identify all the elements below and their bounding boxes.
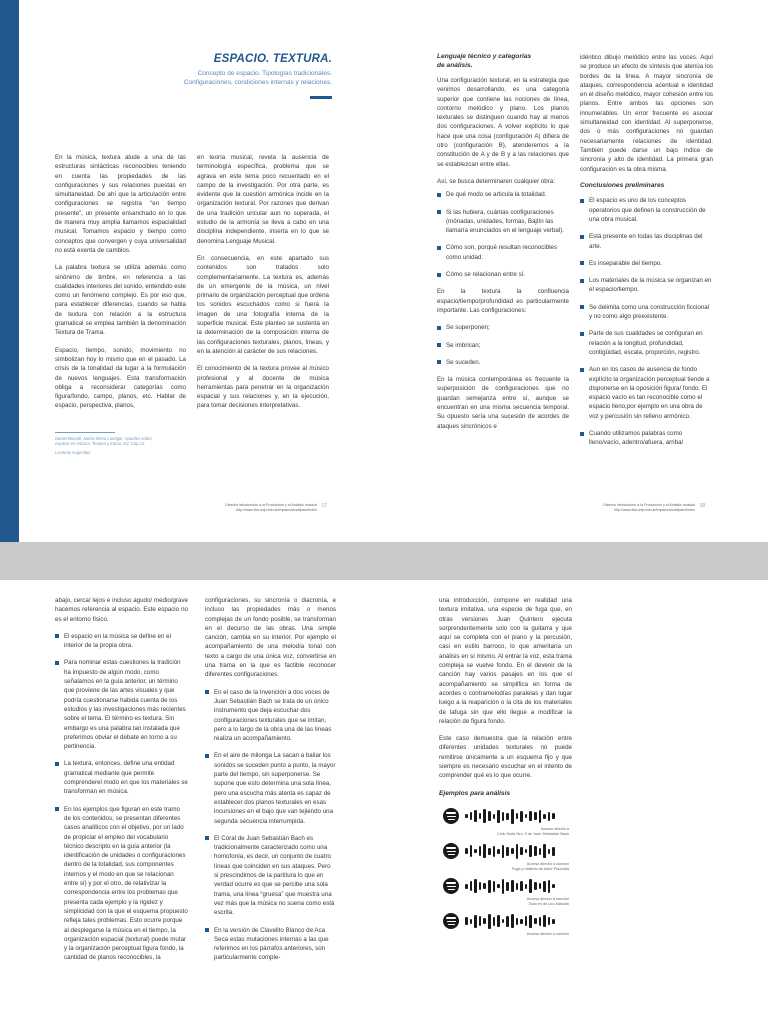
spotify-icon — [443, 913, 459, 929]
paragraph: en teoría musical, revela la ausencia de terminología específica, problema que se agrava en este tema poco recuentado en el campo de la investigación. Por otra parte, es evidente que la cuestión armónica incide en la organización textural. Por razones que derivan de una tradición uricular aun no superada, el estudio de la armonía se lleva a cabo en una disciplina independiente, inserta en lo que se denomina Lenguaje Musical. — [197, 154, 329, 245]
code-bar — [520, 881, 523, 891]
spotify-code-row — [443, 843, 572, 859]
paragraph: Espacio, tiempo, sonido, movimiento no simbolizan hoy lo mismo que en el pasado. La crisis de la tonalidad da lugar a la formulación de nuevos lenguajes. Esta transformación obliga a reconsiderar categorías como figura/fondo, campo, planos, etc. Hablar de espacio, perspectiva, planos, — [55, 346, 186, 410]
code-bar — [539, 883, 542, 889]
column-2 — [205, 596, 336, 971]
list-item: El Coral de Juan Sebastián Bach es tradicionalmente caracterizado como una homofonía, es decir, un conjunto de cuatro líneas que coinciden en sus ataques. Pero si prescindimos de la partitura lo que en verdad ocurre es que se percibe una sola trama, una línea “gruesa” que muestra una vez más que la música no suena como está escrita. — [205, 834, 336, 918]
paragraph: En consecuencia, en este apartado sus contenidos son tratados solo complementariamente. La textura es, además de un emergente de la música, un nivel primario de organización perceptual que ordena los sonidos escuchados como si fuera la imagen de una fotografía interna de la superficie musical. Este planteo se sustenta en la determinación de la composición interna de las configuraciones texturales, planos, líneas, y en la atención al carácter de sus relaciones. — [197, 254, 329, 355]
code-bar — [520, 847, 523, 855]
section-heading: Conclusiones preliminares — [580, 181, 665, 189]
code-bar — [511, 880, 514, 892]
code-bar — [488, 880, 491, 893]
code-bar — [511, 809, 514, 824]
spotify-code-bars — [465, 913, 557, 929]
code-bar — [529, 845, 532, 857]
list-item: Es inseparable del tiempo. — [580, 259, 713, 268]
code-bar — [474, 849, 477, 853]
spotify-caption: Acceso directo a canción — [526, 932, 569, 937]
code-bar — [534, 882, 537, 890]
code-bar — [474, 915, 477, 928]
bullet-list — [55, 632, 188, 963]
code-bar — [470, 881, 473, 891]
spotify-entry-1[interactable] — [439, 808, 572, 837]
code-bar — [502, 919, 505, 923]
paragraph: idéntico dibujo melódico entre las voces. Aquí se produce un efecto de síntesis que atenúa los bordes de la línea. A mayor sincronía de ataques, correspondencia acentual e identidad en el diseño melódico, mayor cohesión entre los planos. Entre ambos las opciones son innumerables. Un error frecuente es asociar simultaneidad con identidad. Al superponerse, dos o más configuraciones no guardan necesariamente relaciones de identidad. También puede darse un bajo índice de sincronía y alto de identidad. La primera gran configuración es la obra misma. — [580, 54, 713, 173]
code-bar — [470, 812, 473, 820]
code-bar — [470, 845, 473, 857]
code-bar — [488, 848, 491, 855]
column-1 — [55, 596, 188, 971]
code-bar — [465, 884, 468, 889]
spotify-code-bars — [465, 808, 557, 824]
list-item: Cómo se relacionan entre sí. — [437, 270, 569, 279]
paragraph: La palabra textura se utiliza además como sinónimo de timbre, en referencia a las cualidades interiores del sonido, entendido este como un fenómeno complejo. Es por eso que, para establecer diferencias, cuando se habla de textura con relación a la estructura gramatical se emplea también la denominación Textura de Trama. — [55, 264, 186, 337]
spotify-caption: Acceso directo a canción Fuga y misterio de Astor Piazzolla — [511, 862, 569, 872]
code-bar — [493, 814, 496, 819]
code-bar — [502, 845, 505, 858]
section-heading: Lenguaje técnico y categorías de análisis. — [437, 53, 532, 69]
code-bar — [520, 919, 523, 924]
code-bar — [548, 812, 551, 821]
column-3 — [439, 596, 572, 943]
spotify-code-bars — [465, 878, 557, 894]
spotify-icon — [443, 843, 459, 859]
code-bar — [516, 883, 519, 890]
footer-right: Cátedra Introducción a la Producción y el Análisis musical http://www.fba.unlp.edu.ar/impamusical/ipam/index 18 — [602, 503, 705, 512]
list-item: Se suceden. — [437, 358, 569, 367]
code-bar — [539, 848, 542, 855]
list-item: De qué modo se articula la totalidad. — [437, 190, 569, 199]
code-bar — [516, 844, 519, 859]
code-bar — [497, 884, 500, 888]
list-item: En la versión de Clavelito Blanco de Aca Seca estas mutaciones internas a las que referimos en los párrafos anteriores, son particularmente comple- — [205, 926, 336, 963]
code-bar — [474, 810, 477, 822]
list-item: Cómo son, porqué resultan reconocibles como unidad. — [437, 243, 569, 262]
bullet-list — [205, 688, 336, 963]
code-bar — [479, 916, 482, 926]
list-item: Se imbrican; — [437, 341, 569, 350]
paragraph: una introducción, compone en realidad una textura imitativa, una especie de fuga que, en otras versiones Juan Quintero ejecuta sorprendentemente solo con la guitarra y que aquí se completa con el piano y la percusión, casi en estilo barroco, lo que ameritaría un análisis en sí mismo. Al entrar la voz, esta trama compleja se vuelve fondo. En el devenir de la canción hay varios pasajes en los que el acompañamiento se simplifica en forma de acordes o contramelodías paralelas y dan lugar luego a la reaparición o la cita de los materiales de lafuga sin que ello llegue a modificar la relación de figura fondo. — [439, 597, 572, 725]
examples-heading: Ejemplos para análisis — [439, 789, 511, 797]
reference-credit — [55, 432, 155, 455]
spotify-code-row — [443, 808, 572, 824]
page-number: 17 — [321, 503, 327, 509]
code-bar — [529, 879, 532, 893]
spotify-entry-2[interactable] — [439, 843, 572, 872]
page-title: ESPACIO. TEXTURA. — [213, 53, 332, 65]
code-bar — [493, 917, 496, 926]
list-item: En el aire de milonga La sacan a bailar los sonidos se suceden punto a punto, la mayor parte del tiempo, sin superponerse. Se supone que esto determina una sola línea, pero una escucha más atenta es capaz de establecer dos planos texturales en esas incursiones en el bajo que van tejiendo una segunda secuencia interrumpida. — [205, 751, 336, 825]
code-bar — [493, 846, 496, 857]
paragraph: Una configuración textural, en la estrategia que venimos desarrollando, es una categoría superior que contiene las nociones de línea, contorno melódico y plano. Los planos texturales se distinguen cuando hay al menos dos configuraciones. A volver explícito lo que hace que una cosa (configuración A) difiera de otro (configuración B), atenderemos a la constitución de A y de B y a las relaciones que se establezcan entre ellas. — [437, 77, 569, 168]
code-bar — [548, 849, 551, 854]
title-rule — [310, 96, 332, 99]
code-bar — [488, 811, 491, 821]
code-bar — [483, 883, 486, 889]
page-number: 18 — [699, 503, 705, 509]
list-item: Parte de sus cualidades se configuran en relación a la longitud, profundidad, contigüidad, escala, proporción, registro. — [580, 329, 713, 357]
code-bar — [511, 914, 514, 928]
code-bar — [534, 846, 537, 856]
paragraph: configuraciones, su sincronía o diacronía, e incluso las propiedades más o menos complejas de un fondo posible, se transforman en el decurso de las obras. Una simple canción, cambia en su interior. Por ejemplo el acompañamiento de una melodía tonal con texto a cargo de una única voz, convertirse en una trama en la que es factible reconocer diferentes configuraciones. — [205, 597, 336, 679]
code-bar — [502, 812, 505, 821]
list-item: Está presente en todas las disciplinas del arte. — [580, 232, 713, 251]
column-2 — [197, 153, 329, 411]
column-1 — [55, 153, 186, 411]
list-item: Se delimita como una construcción ficcional y no como algo preexistente. — [580, 303, 713, 322]
spotify-entry-4[interactable] — [439, 913, 572, 937]
code-bar — [506, 813, 509, 820]
spotify-icon — [443, 878, 459, 894]
code-bar — [543, 881, 546, 892]
paragraph: abajo, cerca/ lejos e incluso agudo/ medio/grave hacemos referencia al espacio. Este espacio no es el entorno físico. — [55, 597, 188, 623]
code-bar — [529, 811, 532, 821]
list-item: Aun en los casos de ausencia de fondo explícito la organización perceptual tiende a disponerse en la oposición figura/ fondo. El espacio vacío es tan reconocible como el espacio lleno,por ejemplo en una obra de voz y percusión sin relleno armónico. — [580, 365, 713, 421]
list-item: El espacio en la música se define en el interior de la propia obra. — [55, 632, 188, 651]
code-bar — [483, 918, 486, 924]
code-bar — [520, 811, 523, 822]
code-bar — [552, 884, 555, 888]
code-bar — [516, 813, 519, 819]
code-bar — [465, 848, 468, 854]
code-bar — [506, 882, 509, 891]
side-bar-accent — [0, 0, 19, 542]
spotify-caption: Acceso directo a Cello Suite Nro. 3 de Juan Sebastián Bach — [497, 827, 569, 837]
code-bar — [506, 916, 509, 927]
code-bar — [552, 847, 555, 856]
list-item: En los ejemplos que figuran en este tramo de los contenidos, se presentan diferentes casos analíticos con el objetivo, por un lado de propiciar el empleo del vocabulario técnico descripto en la guía anterior (la identificación de unidades o configuraciones dentro de la totalidad, sus componentes internos y el modo en que se relacionan entre sí) y por el otro, de relativizar la correspondencia entre los problemas que presenta cada ejemplo y la rigidez y simplicidad con la que el esquema propuesto refleja tales problemas. Esto ocurre porque al desplegarse la música en el tiempo, la organización espacial (textural) puede mutar y la organización perceptual figura fondo, la cantidad de planos reconocibles, la — [55, 805, 188, 963]
list-item: El espacio es uno de los conceptos operatorios que definen la construcción de una obra musical. — [580, 196, 713, 224]
code-bar — [502, 879, 505, 894]
code-bar — [483, 844, 486, 858]
code-bar — [525, 884, 528, 889]
bullet-list — [580, 196, 713, 447]
code-bar — [506, 847, 509, 856]
code-bar — [525, 814, 528, 818]
code-bar — [465, 814, 468, 818]
spotify-code-row — [443, 913, 572, 929]
list-item: Si las hubiera, cuántas configuraciones (mónadas, unidades, formas, Bajtín las llamaría enunciados en el lenguaje verbal). — [437, 208, 569, 236]
spotify-code-row — [443, 878, 572, 894]
credit-label: Lecturas sugeridas — [55, 449, 91, 455]
bullet-list — [437, 190, 569, 279]
list-item: En el caso de la Invención a dos voces de Juan Sebastián Bach se trata de un único instrumento que deja escuchar dos configuraciones texturales que se imitan, pero a lo largo de la obra una de las líneas realiza un acompañamiento. — [205, 688, 336, 744]
footer-left: Cátedra Introducción a la Producción y el Análisis musical http://www.fba.unlp.edu.ar/impamusical/ipam/index 17 — [224, 503, 327, 512]
paragraph: En la música contemporánea es frecuente la superposición de configuraciones que no guardan semejanza entre sí, aunque se encuentran en una misma secuencia temporal. Su opuesto sería una sucesión de acordes de ataques sincrónicos e — [437, 376, 569, 430]
code-bar — [470, 919, 473, 924]
code-bar — [539, 810, 542, 823]
code-bar — [465, 917, 468, 925]
list-item: Los materiales de la música se organizan en el espacio/tiempo. — [580, 276, 713, 295]
code-bar — [552, 813, 555, 819]
code-bar — [479, 813, 482, 819]
spotify-caption: Acceso directo a canción Todo en de Leo Maslíah — [526, 897, 569, 907]
code-bar — [548, 917, 551, 925]
paragraph: Este caso demuestra que la relación entre diferentes unidades texturales no puede remitirse únicamente a un esquema fijo y que siempre es necesario escuchar en el intento de comprender qué es lo que ocurre. — [439, 735, 572, 780]
spotify-examples — [439, 808, 572, 937]
code-bar — [525, 849, 528, 853]
code-bar — [479, 882, 482, 890]
code-bar — [543, 915, 546, 927]
code-bar — [483, 809, 486, 823]
paragraph: En la música, textura alude a una de las estructuras sintácticas reconocibles teniendo en cuenta las propiedades de las configuraciones y sus relaciones puestas en simultaneidad. De ahí que la articulación entre configuraciones se registra “en tiempo presente”, un presente ensanchado en lo que de manera muy amplia llamamos espacialidad musical. Tomamos espacio y tiempo como conceptos que convergen y cuya universalidad no está exenta de cambios. — [55, 154, 186, 254]
credit-rule — [55, 432, 115, 433]
code-bar — [497, 849, 500, 854]
paragraph: Así, se busca determinaren cualquier obra: — [437, 177, 555, 185]
list-item: Se superponen; — [437, 323, 569, 332]
code-bar — [534, 918, 537, 924]
page-subtitle: Concepto de espacio. Tipologías tradicionales. Configuraciones, condiciones internas y relaciones. — [183, 70, 332, 86]
list-item: Para nominar estas cuestiones la tradición ha impuesto de algún modo, como señalamos en la guía anterior, un término que proviene de las artes visuales y que podría cuestionarse habida cuenta de los estudios y las investigaciones más recientes sobre el tema. El término es textura. Sin embargo es una palabra tan instalada que preferimos obviar el debate en torno a su pertinencia. — [55, 658, 188, 751]
code-bar — [543, 814, 546, 819]
code-bar — [493, 881, 496, 892]
code-bar — [539, 917, 542, 926]
code-bar — [497, 915, 500, 927]
code-bar — [548, 880, 551, 893]
code-bar — [552, 919, 555, 924]
spotify-code-bars — [465, 843, 557, 859]
list-item: La textura, entonces, define una entidad gramatical mediante que permite comprenderel modo en que los materiales se transforman en música. — [55, 759, 188, 796]
code-bar — [543, 844, 546, 858]
code-bar — [511, 848, 514, 854]
page-spread-bottom — [0, 580, 768, 1024]
credit-text: Daniel Bonafé, María Elena Landgar. Apuntes sobre espacio en música. Textura y trama. Ed. Cap.13. — [55, 436, 152, 447]
code-bar — [488, 914, 491, 929]
code-bar — [479, 846, 482, 856]
list-item: Cuando utilizamos palabras como lleno/vacío, adentro/afuera, arriba/ — [580, 429, 713, 448]
code-bar — [525, 916, 528, 926]
column-3 — [437, 53, 569, 431]
code-bar — [516, 918, 519, 925]
code-bar — [497, 810, 500, 823]
code-bar — [529, 915, 532, 928]
code-bar — [474, 879, 477, 893]
bullet-list — [437, 323, 569, 367]
paragraph: El conocimiento de la textura provee al músico profesional y al docente de música herramientas para penetrar en la organización espacial y sus relaciones y, en la ejecución, para tomar decisiones interpretativas. — [197, 365, 329, 410]
spotify-entry-3[interactable] — [439, 878, 572, 907]
column-4 — [580, 53, 713, 456]
code-bar — [534, 812, 537, 820]
paragraph: En la textura la confluencia espacio/tiempo/profundidad es particularmente importante. Las configuraciones: — [437, 288, 569, 314]
spotify-icon — [443, 808, 459, 824]
